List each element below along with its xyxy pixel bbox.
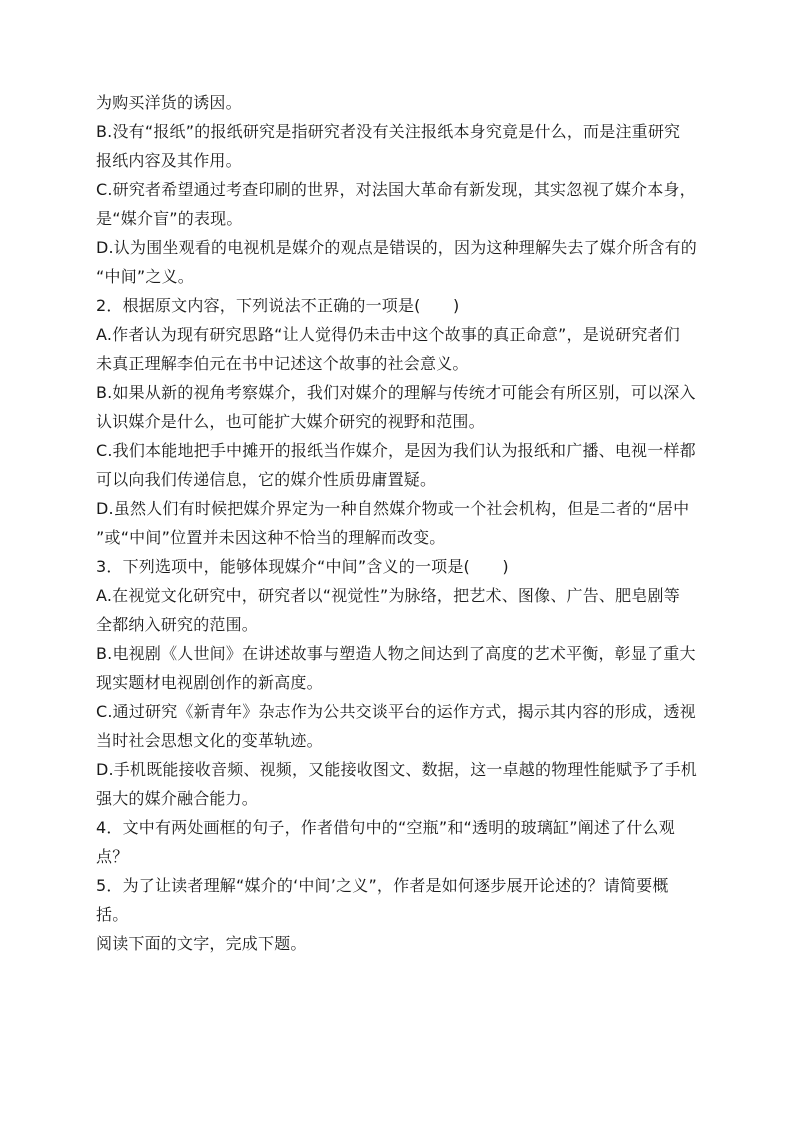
text-line: A.在视觉文化研究中，研究者以“视觉性”为脉络，把艺术、图像、广告、肥皂剧等 [96, 586, 680, 605]
document-body [96, 88, 706, 958]
text-line: 现实题材电视剧创作的新高度。 [96, 673, 323, 692]
text-line: 可以向我们传递信息，它的媒介性质毋庸置疑。 [96, 470, 437, 489]
text-line: 为购买洋货的诱因。 [96, 93, 242, 112]
text-line: C.我们本能地把手中摊开的报纸当作媒介，是因为我们认为报纸和广播、电视一样都 [96, 441, 696, 460]
text-line: C.研究者希望通过考查印刷的世界，对法国大革命有新发现，其实忽视了媒介本身， [96, 180, 696, 199]
text-line: 认识媒介是什么，也可能扩大媒介研究的视野和范围。 [96, 412, 485, 431]
text-line: 强大的媒介融合能力。 [96, 789, 259, 808]
section-instruction: 阅读下面的文字，完成下题。 [96, 934, 307, 953]
text-line: D.认为围坐观看的电视机是媒介的观点是错误的，因为这种理解失去了媒介所含有的 [96, 238, 698, 257]
text-line: D.虽然人们有时候把媒介界定为一种自然媒介物或一个社会机构，但是二者的“居中 [96, 499, 690, 518]
text-line: A.作者认为现有研究思路“让人觉得仍未击中这个故事的真正命意”，是说研究者们 [96, 325, 680, 344]
question-stem: 5．为了让读者理解“媒介的‘中间’之义”，作者是如何逐步展开论述的？请简要概 [96, 876, 669, 895]
text-line: B.电视剧《人世间》在讲述故事与塑造人物之间达到了高度的艺术平衡，彰显了重大 [96, 644, 696, 663]
question-stem: 2．根据原文内容，下列说法不正确的一项是( ) [96, 296, 460, 315]
question-stem: 4．文中有两处画框的句子，作者借句中的“空瓶”和“透明的玻璃缸”阐述了什么观 [96, 818, 675, 837]
text-line: C.通过研究《新青年》杂志作为公共交谈平台的运作方式，揭示其内容的形成，透视 [96, 702, 696, 721]
text-line: B.如果从新的视角考察媒介，我们对媒介的理解与传统才可能会有所区别，可以深入 [96, 383, 696, 402]
text-line: 全都纳入研究的范围。 [96, 615, 259, 634]
question-stem: 3．下列选项中，能够体现媒介“中间”含义的一项是( ) [96, 557, 509, 576]
text-line: B.没有“报纸”的报纸研究是指研究者没有关注报纸本身究竟是什么，而是注重研究 [96, 122, 681, 141]
text-line: D.手机既能接收音频、视频，又能接收图文、数据，这一卓越的物理性能赋予了手机 [96, 760, 698, 779]
text-line: 点？ [96, 847, 129, 866]
text-line: 未真正理解李伯元在书中记述这个故事的社会意义。 [96, 354, 469, 373]
text-line: ”或“中间”位置并未因这种不恰当的理解而改变。 [96, 528, 446, 547]
text-line: 括。 [96, 905, 129, 924]
text-line: 是“媒介盲”的表现。 [96, 209, 243, 228]
text-line: 当时社会思想文化的变革轨迹。 [96, 731, 323, 750]
text-line: “中间”之义。 [96, 267, 194, 286]
text-line: 报纸内容及其作用。 [96, 151, 242, 170]
